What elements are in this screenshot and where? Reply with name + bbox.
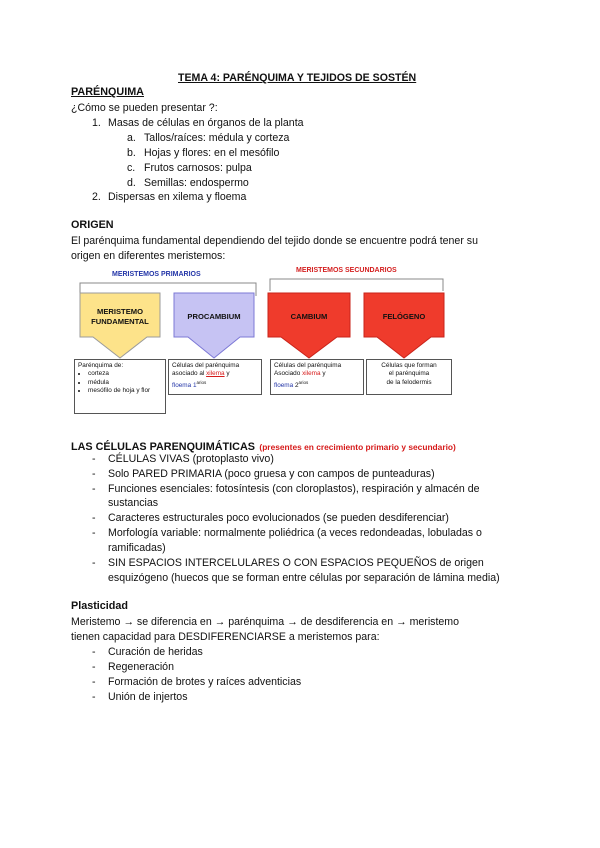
desc3-y: y bbox=[320, 370, 326, 378]
paragraph-line: El parénquima fundamental dependiendo del tejido donde se encuentre podrá tener su bbox=[71, 235, 478, 247]
cells-item: Caracteres estructurales poco evolucionados (se pueden desdiferenciar) bbox=[108, 512, 449, 524]
bullet-dash: - bbox=[92, 676, 96, 688]
bullet-dash: - bbox=[92, 468, 96, 480]
section-heading-parenquima: PARÉNQUIMA bbox=[71, 86, 144, 98]
section-heading-origen: ORIGEN bbox=[71, 219, 114, 231]
list-number: 2. bbox=[92, 191, 101, 203]
desc1-list bbox=[78, 370, 162, 395]
bullet-dash: - bbox=[92, 527, 96, 539]
list-item: Dispersas en xilema y floema bbox=[108, 191, 247, 203]
box-meristemo-fundamental bbox=[80, 297, 160, 337]
desc3-line1: Células del parénquima bbox=[274, 362, 342, 369]
desc-fundamental bbox=[74, 359, 166, 414]
desc4-line2: el parénquima bbox=[388, 370, 430, 378]
sub-item: Hojas y flores: en el mesófilo bbox=[144, 147, 280, 159]
sub-letter: c. bbox=[127, 162, 136, 174]
bullet-dash: - bbox=[92, 557, 96, 569]
sub-letter: b. bbox=[127, 147, 136, 159]
sub-letter: d. bbox=[127, 177, 136, 189]
desc2-xilema: xilema bbox=[206, 370, 225, 378]
bracket-secundarios bbox=[270, 279, 443, 291]
bullet-dash: - bbox=[92, 453, 96, 465]
cells-item-cont: ramificadas) bbox=[108, 542, 166, 554]
desc3-floema: floema bbox=[274, 381, 294, 389]
desc3-sup: arios bbox=[298, 379, 309, 385]
bullet-dash: - bbox=[92, 691, 96, 703]
cells-item: Funciones esenciales: fotosíntesis (con cloroplastos), respiración y almacén de bbox=[108, 483, 480, 495]
plast-item: Formación de brotes y raíces adventicias bbox=[108, 676, 302, 688]
bullet-dash: - bbox=[92, 483, 96, 495]
plasticidad-heading: Plasticidad bbox=[71, 600, 129, 612]
plasticidad-line: Meristemo → se diferencia en → parénquima → de desdiferencia en → meristemo bbox=[71, 616, 460, 628]
desc-procambium bbox=[168, 359, 262, 395]
desc2-sup: arios bbox=[196, 379, 207, 385]
box-procambium: PROCAMBIUM bbox=[187, 312, 241, 321]
page-title: TEMA 4: PARÉNQUIMA Y TEJIDOS DE SOSTÉN bbox=[178, 72, 417, 84]
desc2-floema: floema 1 bbox=[172, 381, 197, 389]
desc4-line1: Células que forman bbox=[381, 362, 437, 369]
desc3-xilema: xilema bbox=[302, 370, 321, 378]
desc1-item: • corteza bbox=[88, 370, 162, 378]
cells-item: SIN ESPACIOS INTERCELULARES O CON ESPACIOS PEQUEÑOS de origen bbox=[108, 557, 484, 569]
box-felogeno: FELÓGENO bbox=[382, 312, 426, 321]
cells-item: Morfología variable: normalmente poliédrica (a veces redondeadas, lobuladas o bbox=[108, 527, 482, 539]
cells-item: CÉLULAS VIVAS (protoplasto vivo) bbox=[108, 453, 274, 465]
cells-note: (presentes en crecimiento primario y secundario) bbox=[259, 442, 456, 452]
plasticidad-line: tienen capacidad para DESDIFERENCIARSE a meristemos para: bbox=[71, 631, 380, 643]
plast-item: Unión de injertos bbox=[108, 691, 188, 703]
desc1-title: Parénquima de: bbox=[78, 362, 124, 369]
desc2-line2a: asociado al bbox=[172, 370, 207, 378]
sub-item: Frutos carnosos: pulpa bbox=[144, 162, 252, 174]
cells-item-cont: esquizógeno (huecos que se forman entre células por separación de lámina media) bbox=[108, 572, 500, 584]
question-text: ¿Cómo se pueden presentar ?: bbox=[71, 102, 218, 114]
sub-item: Semillas: endospermo bbox=[144, 177, 249, 189]
sub-letter: a. bbox=[127, 132, 136, 144]
box1-line1: MERISTEMO bbox=[97, 307, 143, 316]
desc1-item: • médula bbox=[88, 379, 162, 387]
list-item: Masas de células en órganos de la planta bbox=[108, 117, 304, 129]
list-number: 1. bbox=[92, 117, 101, 129]
box-cambium: CAMBIUM bbox=[290, 312, 328, 321]
desc3-2: 2 bbox=[293, 381, 299, 389]
cells-heading: LAS CÉLULAS PARENQUIMÁTICAS bbox=[71, 441, 255, 453]
label-primarios: MERISTEMOS PRIMARIOS bbox=[112, 271, 201, 278]
desc1-item: • mesófilo de hoja y flor bbox=[88, 387, 162, 395]
plast-item: Regeneración bbox=[108, 661, 174, 673]
box1-line2: FUNDAMENTAL bbox=[91, 317, 149, 326]
plast-item: Curación de heridas bbox=[108, 646, 203, 658]
cells-item: Solo PARED PRIMARIA (poco gruesa y con campos de punteaduras) bbox=[108, 468, 435, 480]
desc3-line2a: Asociado bbox=[274, 370, 303, 378]
bullet-dash: - bbox=[92, 646, 96, 658]
paragraph-line: origen en diferentes meristemos: bbox=[71, 250, 226, 262]
bullet-dash: - bbox=[92, 512, 96, 524]
desc4-line3: de la felodermis bbox=[386, 378, 432, 386]
desc-felogeno bbox=[366, 359, 452, 395]
cells-item-cont: sustancias bbox=[108, 497, 159, 509]
sub-item: Tallos/raíces: médula y corteza bbox=[144, 132, 290, 144]
label-secundarios: MERISTEMOS SECUNDARIOS bbox=[296, 267, 397, 274]
desc2-y: y bbox=[224, 370, 230, 378]
desc-cambium bbox=[270, 359, 364, 395]
bullet-dash: - bbox=[92, 661, 96, 673]
desc2-line1: Células del parénquima bbox=[172, 362, 240, 369]
